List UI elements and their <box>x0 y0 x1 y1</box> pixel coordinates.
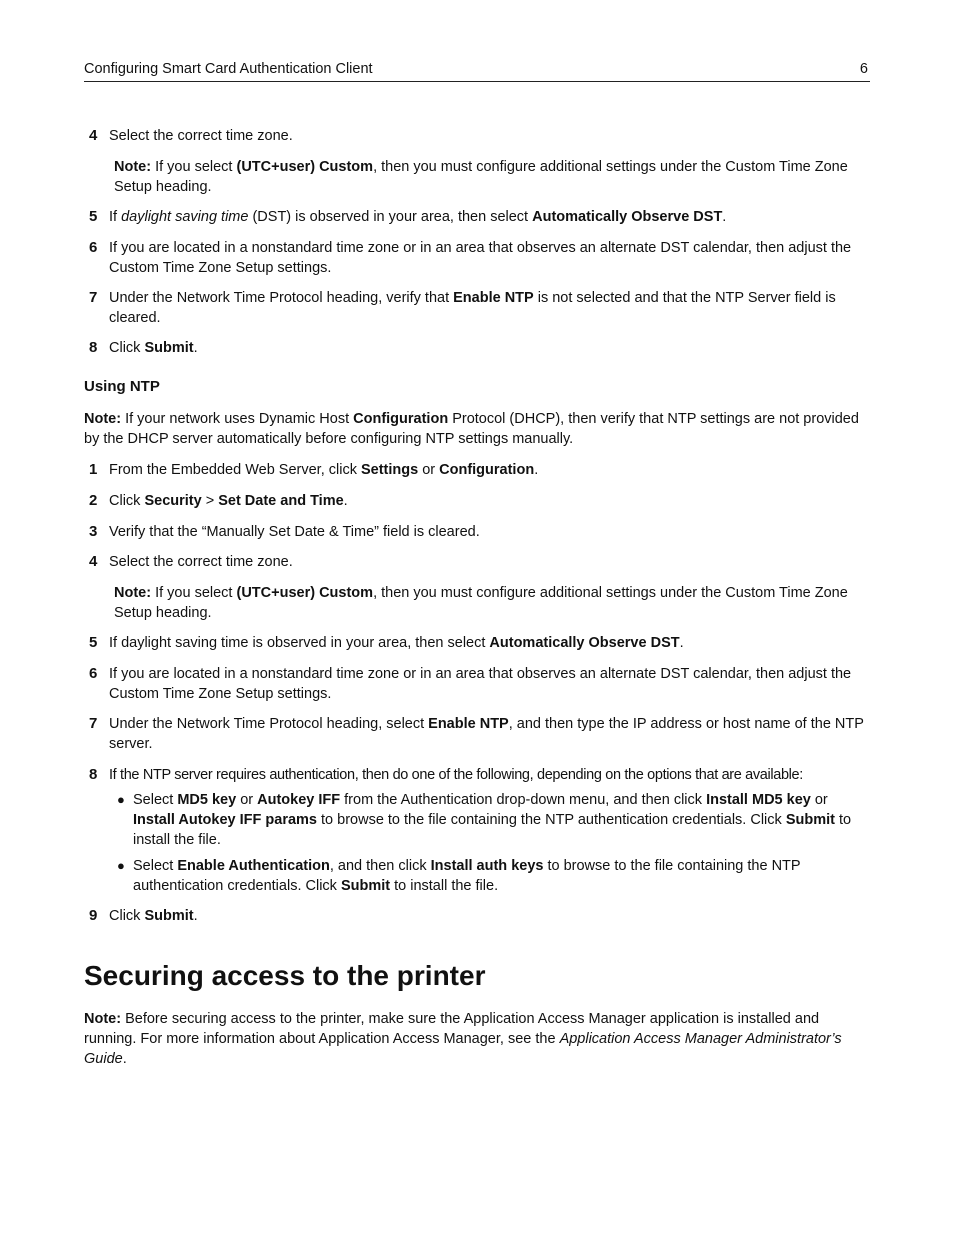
note-dhcp: Note: If your network uses Dynamic Host Configuration Protocol (DHCP), then verify that NTP settings are not provided by the DHCP server automatically before configuring NTP settings manually. <box>84 411 859 447</box>
step-text: From the Embedded Web Server, click Settings or Configuration. <box>109 462 539 478</box>
step-number: 6 <box>89 665 98 682</box>
step-number: 4 <box>89 127 98 144</box>
bullet-text: Select Enable Authentication, and then click Install auth keys to browse to the file containing the NTP authentication credentials. Click Submit to install the file. <box>133 858 801 894</box>
step-text: Under the Network Time Protocol heading, verify that Enable NTP is not selected and that the NTP Server field is cleared. <box>109 290 836 326</box>
step-number: 3 <box>89 523 98 540</box>
bullet-icon: ● <box>117 858 125 873</box>
bullet-text: Select MD5 key or Autokey IFF from the Authentication drop-down menu, and then click Install MD5 key or Install Autokey IFF params to browse to the file containing the NTP authentication credentials. Click Submit to install the file. <box>133 792 852 848</box>
step-number: 5 <box>89 208 98 225</box>
step-text: If the NTP server requires authentication, then do one of the following, depending on the options that are available: <box>109 767 803 783</box>
step-text: Select the correct time zone. <box>109 554 293 570</box>
step-number: 8 <box>89 766 98 783</box>
step-text: Click Submit. <box>109 340 198 356</box>
step-number: 9 <box>89 907 98 924</box>
subheading-using-ntp: Using NTP <box>84 378 160 395</box>
note-custom-time-zone: Note: If you select (UTC+user) Custom, then you must configure additional settings under the Custom Time Zone Setup heading. <box>114 585 848 621</box>
header-title: Configuring Smart Card Authentication Client <box>84 61 373 77</box>
step-number: 2 <box>89 492 98 509</box>
step-number: 7 <box>89 715 98 732</box>
bullet-icon: ● <box>117 792 125 807</box>
step-number: 5 <box>89 634 98 651</box>
note-application-access-manager: Note: Before securing access to the printer, make sure the Application Access Manager application is installed and running. For more information about Application Access Manager, see the Application Access Manager Administrator’s Guide. <box>84 1011 842 1067</box>
step-text: If you are located in a nonstandard time zone or in an area that observes an alternate DST calendar, then adjust the Custom Time Zone Setup settings. <box>109 666 852 702</box>
section-heading: Securing access to the printer <box>84 960 486 991</box>
page-number: 6 <box>859 61 868 77</box>
step-number: 4 <box>89 553 98 570</box>
step-number: 1 <box>89 461 98 478</box>
step-text: Click Submit. <box>109 908 198 924</box>
note-custom-time-zone: Note: If you select (UTC+user) Custom, then you must configure additional settings under the Custom Time Zone Setup heading. <box>114 159 848 195</box>
step-number: 8 <box>89 339 98 356</box>
step-text: Under the Network Time Protocol heading, select Enable NTP, and then type the IP address or host name of the NTP server. <box>109 716 864 752</box>
step-number: 7 <box>89 289 98 306</box>
page-header <box>84 60 870 82</box>
step-text: Verify that the “Manually Set Date & Time” field is cleared. <box>109 524 480 540</box>
step-text: If daylight saving time (DST) is observed in your area, then select Automatically Observe DST. <box>109 209 727 225</box>
step-text: If daylight saving time is observed in your area, then select Automatically Observe DST. <box>109 635 684 651</box>
step-number: 6 <box>89 239 98 256</box>
step-text: If you are located in a nonstandard time zone or in an area that observes an alternate DST calendar, then adjust the Custom Time Zone Setup settings. <box>109 240 852 276</box>
step-text: Click Security > Set Date and Time. <box>109 493 348 509</box>
step-text: Select the correct time zone. <box>109 128 293 144</box>
